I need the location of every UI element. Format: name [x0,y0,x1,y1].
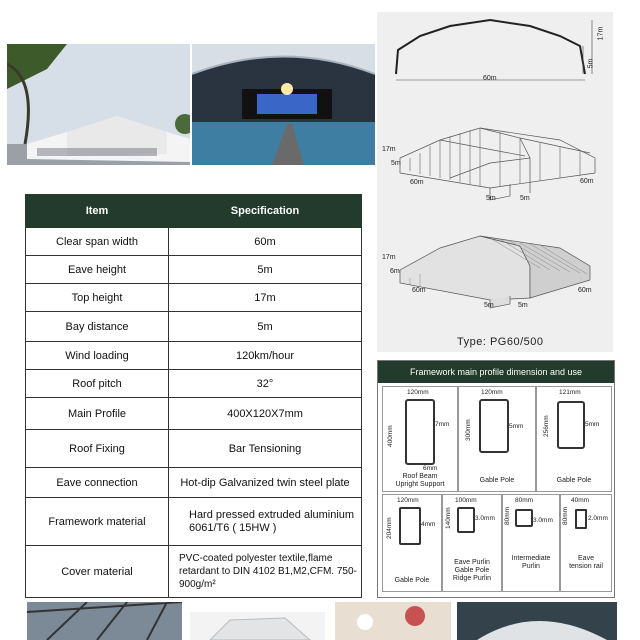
covered-tent-3d-drawing [380,228,610,312]
covered-bay2-label: 5m [518,302,528,309]
profile-caption: Eave Purlin Gable Pole Ridge Purlin [452,559,492,582]
profile-section-shape [515,509,533,527]
row-item: Wind loading [26,342,169,370]
row-item: Roof Fixing [26,430,169,468]
frame-width-left-label: 60m [410,179,424,186]
row-spec: 5m [169,312,362,342]
profile-thickness: 5mm [509,423,524,430]
profile-width: 120mm [397,497,419,504]
covered-bay1-label: 5m [484,302,494,309]
framework-title: Framework main profile dimension and use [378,361,614,383]
row-item: Roof pitch [26,370,169,398]
profile-width: 40mm [571,497,590,504]
row-spec: 120km/hour [169,342,362,370]
table-row [26,312,362,342]
profile-cell-400 [382,386,458,492]
frame-height-label: 17m [382,146,396,153]
table-row [26,370,362,398]
profile-cell-40 [560,494,612,592]
bottom-photo-4 [457,602,617,640]
table-row [26,256,362,284]
profile-width-label: 60m [483,75,497,82]
profile-caption: Gable Pole [556,477,592,484]
frame-bay1-label: 5m [486,195,496,202]
profile-section-shape [405,399,435,465]
profile-width: 121mm [559,389,581,396]
profile-cell-140 [442,494,502,592]
covered-height-label: 17m [382,254,396,261]
covered-eave-label: 6m [390,268,400,275]
covered-width-right-label: 60m [578,287,592,294]
row-item: Framework material [26,498,169,546]
row-spec: 17m [169,284,362,312]
profile-height: 400mm [387,425,394,447]
profile-thickness: 5mm [585,421,600,428]
profile-caption: Gable Pole [479,477,515,484]
profile-width: 120mm [481,389,503,396]
profile-height: 256mm [543,415,550,437]
bottom-photo-2 [190,612,325,640]
profile-width: 80mm [515,497,534,504]
profile-thickness-2: 6mm [423,465,438,472]
row-spec: Hot-dip Galvanized twin steel plate [169,468,362,498]
row-item: Eave height [26,256,169,284]
table-row [26,342,362,370]
row-spec: 400X120X7mm [169,398,362,430]
row-spec: PVC-coated polyester textile,flame retardant to DIN 4102 B1,M2,CFM. 750-900g/m² [169,546,362,598]
row-spec: Bar Tensioning [169,430,362,468]
header-item: Item [26,195,169,228]
header-spec: Specification [169,195,362,228]
profile-caption: Eave tension rail [569,555,603,570]
table-row [26,430,362,468]
frame-width-right-label: 60m [580,178,594,185]
profile-height: 204mm [386,517,393,539]
profile-height: 80mm [504,506,511,525]
profile-cell-80 [502,494,560,592]
framework-panel [377,360,615,598]
profile-cell-300 [458,386,536,492]
row-item: Main Profile [26,398,169,430]
row-item: Bay distance [26,312,169,342]
profile-caption: Intermediate Purlin [511,555,551,570]
row-item: Eave connection [26,468,169,498]
profile-top-label: 17m [597,26,605,41]
bottom-photo-1 [27,602,182,640]
profile-thickness: 3.0mm [533,517,553,524]
profile-thickness: 2.0mm [588,515,608,522]
table-row [26,228,362,256]
profile-thickness: 7mm [435,421,450,428]
row-item: Top height [26,284,169,312]
row-spec: 60m [169,228,362,256]
covered-width-left-label: 60m [412,287,426,294]
frame-bay2-label: 5m [520,195,530,202]
table-row [26,468,362,498]
row-spec: 32° [169,370,362,398]
profile-section-shape [557,401,585,449]
profile-cell-204 [382,494,442,592]
profile-width: 100mm [455,497,477,504]
table-row [26,498,362,546]
spec-table [25,194,362,598]
profile-height: 80mm [562,506,569,525]
profile-section-shape [457,507,475,533]
profile-section-shape [575,509,587,529]
profile-width: 120mm [407,389,429,396]
tent-interior-stage-photo [192,44,375,165]
tent-exterior-photo [7,44,190,165]
profile-caption: Gable Pole [394,577,430,584]
profile-thickness: 4mm [421,521,436,528]
profile-cell-256 [536,386,612,492]
profile-section-shape [479,399,509,453]
table-row [26,546,362,598]
row-item: Clear span width [26,228,169,256]
bottom-photo-3 [335,602,451,640]
frame-eave-label: 5m [391,160,401,167]
table-row [26,284,362,312]
profile-caption: Roof Beam Upright Support [395,473,445,488]
profile-eave-label: 5m [587,58,595,69]
row-item: Cover material [26,546,169,598]
row-spec: 5m [169,256,362,284]
table-row [26,398,362,430]
profile-section-shape [399,507,421,545]
tent-type-label: Type: PG60/500 [457,336,544,348]
profile-height: 300mm [465,419,472,441]
profile-height: 140mm [445,507,452,529]
profile-thickness: 3.0mm [475,515,495,522]
row-spec: Hard pressed extruded aluminium 6061/T6 ( 15HW ) [169,498,362,546]
